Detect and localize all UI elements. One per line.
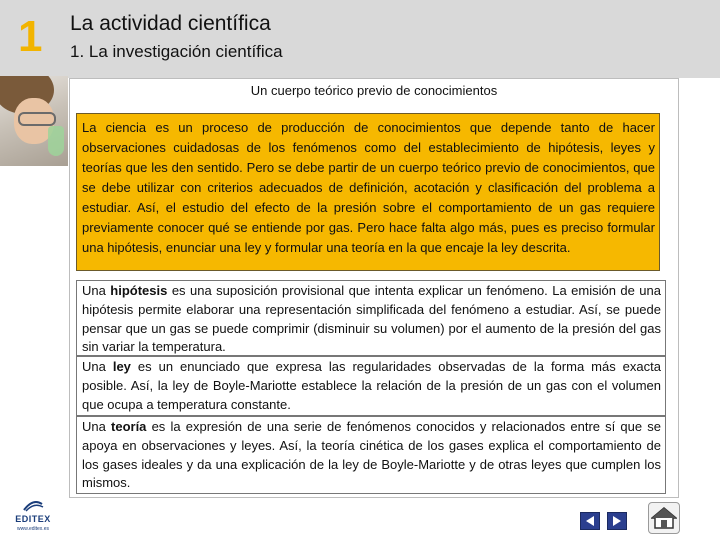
definition-text: es un enunciado que expresa las regularidades observadas de la forma más exacta posible. Así, la ley de Boyle-Mariotte establece la relación de la presión de un gas con el volumen que ocupa a temperatura constante. bbox=[82, 359, 661, 412]
definition-term: hipótesis bbox=[110, 283, 168, 298]
definition-hipotesis bbox=[76, 280, 666, 356]
chapter-number: 1 bbox=[18, 12, 43, 61]
scientist-photo bbox=[0, 76, 68, 166]
editex-logo-mark bbox=[22, 498, 44, 512]
definition-prefix: Una bbox=[82, 359, 113, 374]
definition-ley bbox=[76, 356, 666, 416]
page-subtitle: 1. La investigación científica bbox=[70, 42, 283, 61]
editex-logo bbox=[10, 498, 56, 538]
photo-safety-glasses bbox=[18, 112, 56, 126]
next-button[interactable] bbox=[607, 512, 627, 530]
definition-prefix: Una bbox=[82, 283, 111, 298]
intro-text-box: La ciencia es un proceso de producción de conocimientos que depende tanto de hacer observaciones cuidadosas de los fenómenos como del establecimiento de hipótesis, leyes y teorías que les den sentido. Pero se debe partir de un cuerpo teórico previo de conocimientos, que se debe utilizar con criterios adecuados de definición, acotación y clasificación del problema a estudiar. Así, el estudio del efecto de la presión sobre el comportamiento de un gas requiere previamente conocer qué se entiende por gas. Pero hace falta algo más, pues es preciso formular una hipótesis, enunciar una ley y formular una teoría en la que encaje la ley descrita. bbox=[76, 113, 660, 271]
definition-term: ley bbox=[112, 359, 131, 374]
definition-text: es una suposición provisional que intenta explicar un fenómeno. La emisión de una hipótesis permite elaborar una representación simplificada del fenómeno a estudiar. Así, se puede pensar que un gas se puede comprimir (disminuir su volumen) por el aumento de la presión del gas sin variar la temperatura. bbox=[82, 283, 661, 355]
definition-prefix: Una bbox=[82, 419, 112, 434]
arrow-left-icon bbox=[584, 515, 596, 527]
definition-term: teoría bbox=[111, 419, 147, 434]
page-title: La actividad científica bbox=[70, 12, 271, 35]
arrow-right-icon bbox=[611, 515, 623, 527]
previous-button[interactable] bbox=[580, 512, 600, 530]
section-heading: Un cuerpo teórico previo de conocimientos bbox=[250, 83, 498, 98]
home-icon bbox=[651, 506, 677, 530]
definition-teoria bbox=[76, 416, 666, 494]
logo-url: www.editex.es bbox=[17, 526, 49, 532]
logo-brand: EDITEX bbox=[15, 514, 51, 524]
photo-flask bbox=[48, 126, 64, 156]
definition-text: es la expresión de una serie de fenómenos conocidos y relacionados entre sí que se apoya en observaciones y leyes. Así, la teoría cinética de los gases explica el comportamiento de los gases ideales y da una explicación de la ley de Boyle-Mariotte y de otras leyes que cumplen los mismos. bbox=[82, 419, 661, 491]
home-button[interactable] bbox=[648, 502, 680, 534]
